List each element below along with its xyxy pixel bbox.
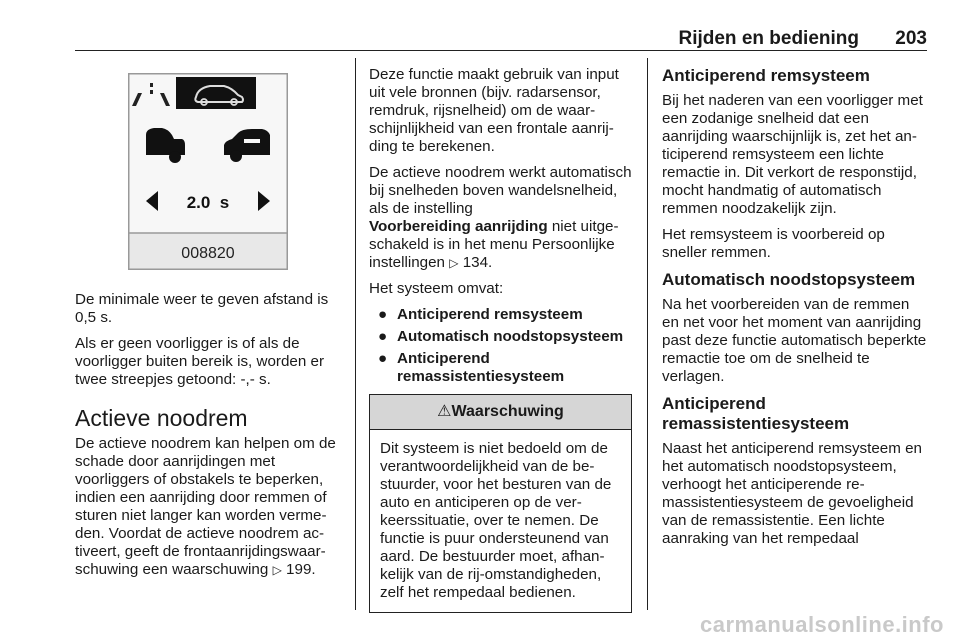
display-illustration — [128, 73, 288, 270]
paragraph: Naast het anticiperend remsysteem en het automatisch noodstopsysteem, verhoogt het anticiperende remassistentiesysteem de gevoeligheid van de remassistentie. Een lichte aanraking van het rempedaal — [662, 440, 923, 547]
subsection-heading: Anticiperend remassistentiesysteem — [662, 394, 850, 433]
paragraph: Als er geen voorligger is of als de voorligger buiten bereik is, worden er twee streepjes getoond: -,- s. — [75, 335, 325, 388]
paragraph: De minimale weer te geven afstand is 0,5 s. — [75, 291, 329, 326]
paragraph: Bij het naderen van een voorligger met een zodanige snelheid dat een aanrijding waarschijnlijk is, zet het anticiperend remsysteem een lichte remactie in. Dit verkort de responstijd, mocht handmatig of automatisch remmen noodzakelijk zijn. — [662, 92, 923, 217]
illustration-code: 008820 — [181, 245, 235, 262]
column-1 — [75, 291, 343, 587]
watermark: carmanualsonline.info — [700, 612, 944, 637]
section-title: Rijden en bediening — [678, 28, 859, 49]
paragraph: Het systeem omvat: — [369, 280, 504, 297]
warning-box — [369, 394, 632, 613]
header-rule — [75, 50, 927, 51]
paragraph: De actieve noodrem kan helpen om de schade door aanrijdingen met voorliggers of obstakels te beperken, indien een aanrijding door remmen of sturen niet langer kan worden vermeden. Voordat de actieve noodrem activeert, geeft de frontaanrijdingswaarschuwing een waarschuwing ▷ 199. — [75, 435, 336, 578]
paragraph: De actieve noodrem werkt automatisch bij snelheden boven wandelsnelheid, als de instelling Voorbereiding aanrijding niet uitgeschakeld is in het menu Persoonlijke instellingen ▷ 134. — [369, 164, 632, 271]
subsection-heading: Automatisch noodstopsysteem — [662, 270, 916, 289]
setting-name: Voorbereiding aanrijding — [369, 218, 548, 235]
section-heading: Actieve noodrem — [75, 405, 248, 431]
paragraph: Na het voorbereiden van de remmen en net voor het moment van aanrijding past deze functie automatisch beperkte remactie toe om de snelheid te verlagen. — [662, 296, 927, 385]
page-ref-icon: ▷ — [272, 563, 282, 577]
list-item: ● Anticiperend remassistentiesysteem — [378, 350, 565, 385]
subsection-heading: Anticiperend remsysteem — [662, 66, 870, 85]
paragraph: Het remsysteem is voorbereid op sneller remmen. — [662, 226, 885, 261]
page-header — [75, 26, 927, 50]
list-item: ● Anticiperend remsysteem — [378, 306, 583, 323]
car-icon — [176, 77, 256, 109]
page-number: 203 — [895, 28, 927, 49]
warning-header: ⚠Waarschuwing — [370, 395, 631, 430]
column-3 — [662, 66, 927, 556]
column-2 — [369, 66, 632, 613]
time-gap-value: 2.0 s — [186, 193, 230, 212]
paragraph: Deze functie maakt gebruik van input uit vele bronnen (bijv. radarsensor, remdruk, rijsnelheid) om de waarschijnlijkheid van een frontale aanrijding te berekenen. — [369, 66, 619, 155]
page-ref-icon: ▷ — [449, 256, 459, 270]
column-divider — [647, 58, 648, 610]
warning-icon: ⚠ — [437, 403, 452, 420]
list-item: ● Automatisch noodstopsysteem — [378, 328, 624, 345]
column-divider — [355, 58, 356, 610]
feature-list — [369, 306, 632, 386]
warning-text: Dit systeem is niet bedoeld om de verantwoordelijkheid van de bestuurder, voor het besturen van de auto en anticiperen op de verkeerssituatie, over te nemen. De functie is puur ondersteunend van aard. De bestuurder moet, afhankelijk van de rij-omstandigheden, zelf het rempedaal bedienen. — [380, 440, 612, 601]
